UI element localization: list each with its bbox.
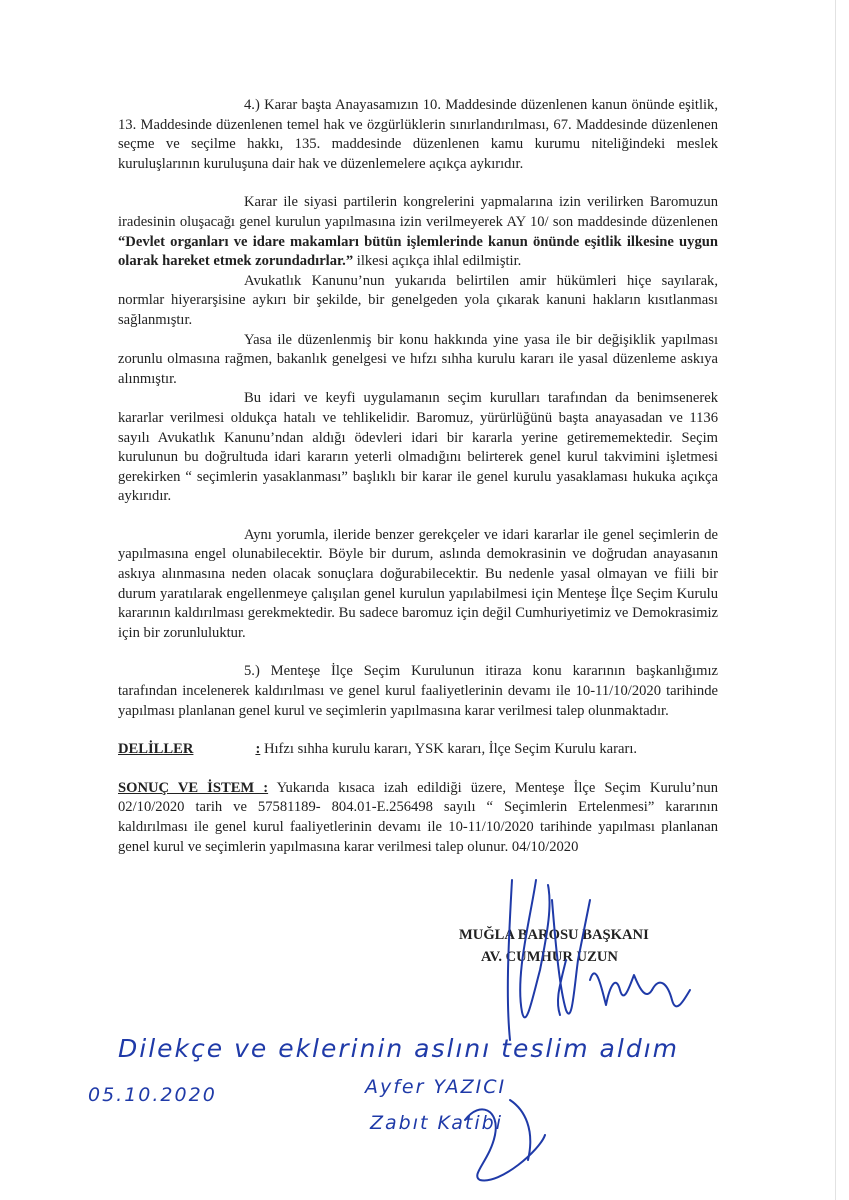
- handwritten-clerk-role: Zabıt Katibi: [370, 1112, 503, 1134]
- handwritten-clerk-name: Ayfer YAZICI: [365, 1076, 507, 1098]
- paragraph-equality-text-a: Karar ile siyasi partilerin kongrelerini yapmalarına izin verilirken Baromuzun iradesinin oluşacağı genel kurulun yapılmasına izin verilmeyerek AY 10/ son maddesinde düzenlenen: [118, 194, 718, 230]
- conclusion-label: SONUÇ VE İSTEM :: [118, 779, 269, 796]
- paragraph-election-boards: Bu idari ve keyfi uygulamanın seçim kurulları tarafından da benimsenerek kararlar verilmesi oldukça hatalı ve tehlikelidir. Baromuz, yürürlüğünü başta anayasadan ve 1136 sayılı Avukatlık Kanunu’ndan aldığı ödevleri idari bir kararla yerine getirememektedir. Seçim kurulunun bu doğrultuda idari kararın yeterli olmadığını belirterek genel kurul takvimini işletmesi gerekirken “ seçimlerin yasaklanması” başlıklı bir karar ile genel kurulu yasaklaması hukuka açıkça aykırıdır.: [118, 390, 718, 505]
- paragraph-democracy: Aynı yorumla, ileride benzer gerekçeler ve idari kararlar ile genel seçimlerin de yapılmasına engel olunabilecektir. Böyle bir durum, aslında demokrasinin ve doğrudan anayasanın askıya alınmasına neden olacak sonuçlara doğurabilecektir. Bu nedenle yasal olmayan ve fiili bir durum yaratılarak engellenmeye çalışılan genel kurulun yapılabilmesi için Menteşe İlçe Seçim Kurulu kararının kaldırılması gerekmektedir. Bu sadece baromuz için değil Cumhuriyetimiz ve Demokrasimiz için bir zorunluluktur.: [118, 526, 718, 641]
- paragraph-5: 5.) Menteşe İlçe Seçim Kurulunun itiraza konu kararının başkanlığımız tarafından incelenerek kaldırılması ve genel kurul faaliyetlerinin devamı ile 10-11/10/2020 tarihinde yapılması planlanan genel kurul ve seçimlerin yapılmasına karar verilmesi talep olunmaktadır.: [118, 663, 718, 719]
- conclusion-text: Yukarıda kısaca izah edildiği üzere, Menteşe İlçe Seçim Kurulu’nun 02/10/2020 tarih ve 57581189- 804.01-E.256498 sayılı “ Seçimlerin Ertelenmesi” kararının kaldırılması ile genel kurul faaliyetlerinin devamı ile 10-11/10/2020 tarihinde yapılması planlanan genel kurul ve seçimlerin yapılmasına karar verilmesi talep olunur. 04/10/2020: [118, 779, 718, 855]
- paragraph-4: 4.) Karar başta Anayasamızın 10. Maddesinde düzenlenen kanun önünde eşitlik, 13. Maddesinde düzenlenen temel hak ve özgürlüklerin sınırlandırılması, 67. Maddesinde düzenlenen seçme ve seçilme hakkı, 135. maddesinde düzenlenen kamu kurumu niteliğindeki meslek kuruluşlarının kuruluşuna dair hak ve düzenlemelere açıkça aykırıdır.: [118, 97, 718, 172]
- evidence-label: DELİLLER: [118, 741, 194, 758]
- handwritten-receipt-note: Dilekçe ve eklerinin aslını teslim aldım: [118, 1034, 679, 1063]
- signature-name: AV. CUMHUR UZUN: [481, 949, 618, 965]
- evidence-colon: :: [255, 741, 261, 758]
- paragraph-equality-text-b: ilkesi açıkça ihlal edilmiştir.: [353, 253, 522, 270]
- evidence-text: Hıfzı sıhha kurulu kararı, YSK kararı, İlçe Seçim Kurulu kararı.: [260, 741, 638, 758]
- signature-title: MUĞLA BAROSU BAŞKANI: [459, 927, 649, 943]
- paragraph-law-change: Yasa ile düzenlenmiş bir konu hakkında yine yasa ile bir değişiklik yapılması zorunlu olmasına rağmen, bakanlık genelgesi ve hıfzı sıhha kurulu kararı ile yasal düzenleme askıya alınmıştır.: [118, 331, 718, 387]
- paragraph-attorney-law: Avukatlık Kanunu’nun yukarıda belirtilen amir hükümleri hiçe sayılarak, normlar hiyerarşisine aykırı bir şekilde, bir genelgeden yola çıkarak kanuni hakların kısıtlanması sağlanmıştır.: [118, 272, 718, 328]
- paragraph-equality-quote: “Devlet organları ve idare makamları bütün işlemlerinde kanun önünde eşitlik ilkesine uygun olarak hareket etmek zorundadırlar.”: [118, 233, 718, 270]
- handwritten-date: 05.10.2020: [88, 1084, 217, 1106]
